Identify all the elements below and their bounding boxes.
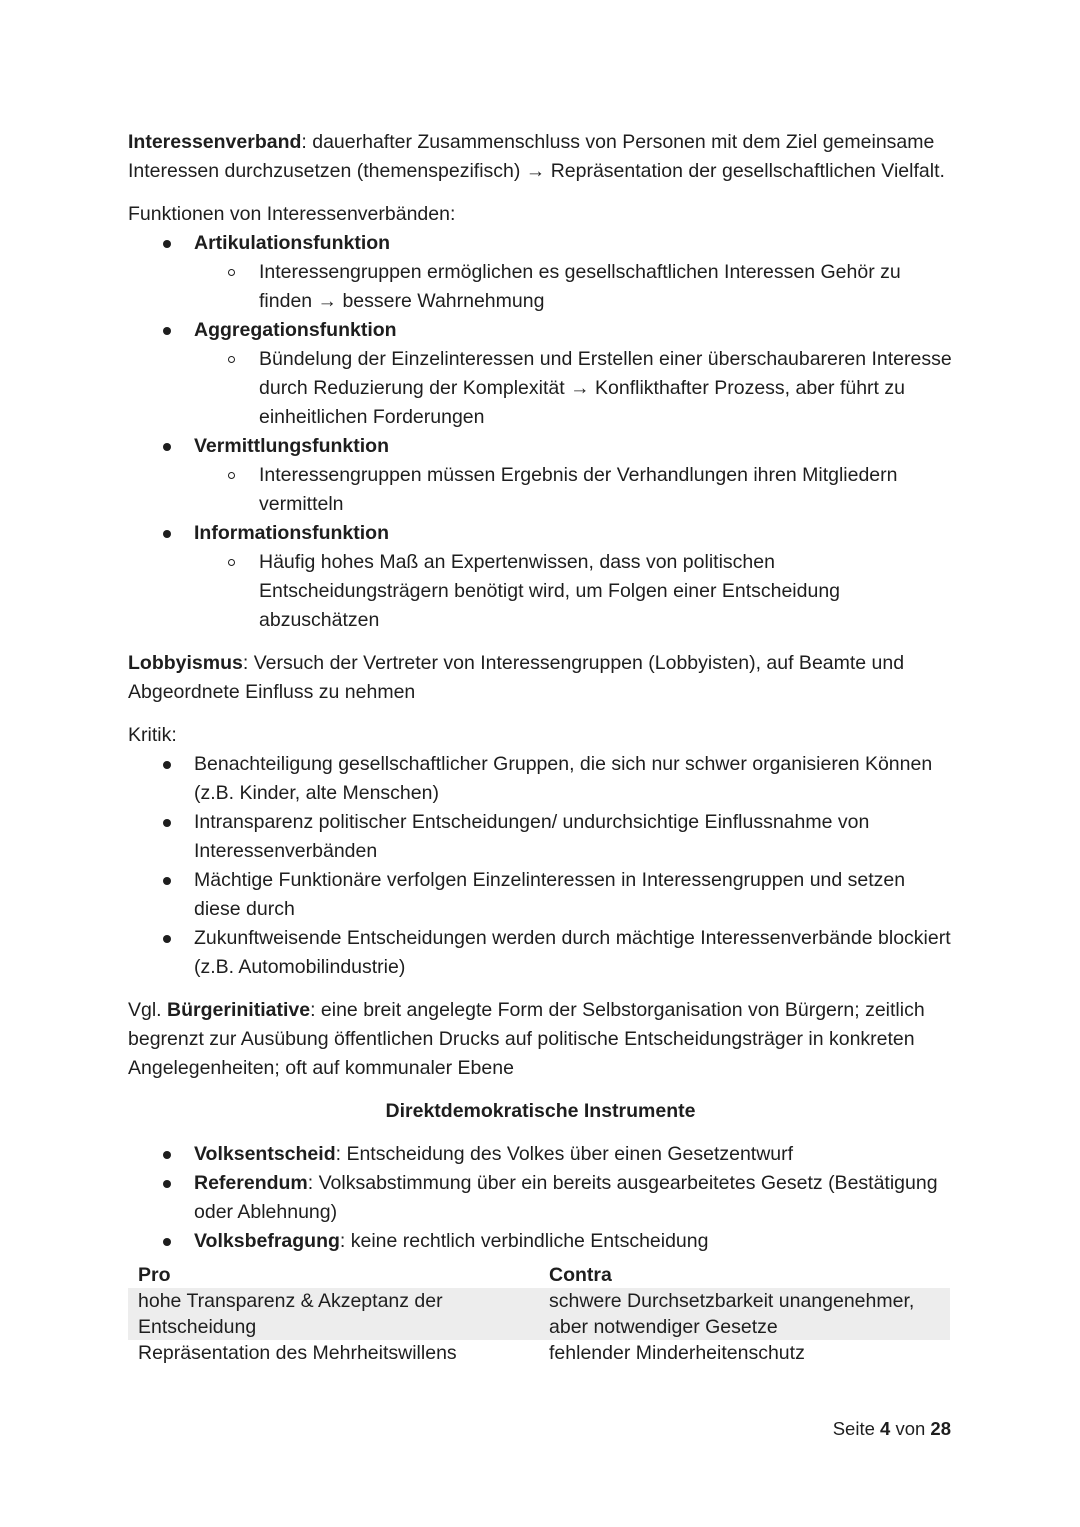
pro-contra-table <box>128 1262 950 1366</box>
term-lobbyismus: Lobbyismus <box>128 652 243 674</box>
list-item: Intransparenz politischer Entscheidungen/ undurchsichtige Einflussnahme von Interessenverbänden <box>128 808 953 866</box>
funktionen-intro: Funktionen von Interessenverbänden: <box>128 203 456 225</box>
table-row: hohe Transparenz & Akzeptanz der Entscheidung schwere Durchsetzbarkeit unangenehmer, aber notwendiger Gesetze <box>128 1288 950 1340</box>
kritik-list <box>128 750 953 982</box>
page-number: Seite 4 von 28 <box>832 1418 951 1439</box>
list-item: Aggregationsfunktion Bündelung der Einzelinteressen und Erstellen einer überschaubareren Interesse durch Reduzierung der Komplexität → Konflikthafter Prozess, aber führt zu einheitlichen Forderungen <box>128 316 953 432</box>
document-page <box>128 128 953 1366</box>
pro-header: Pro <box>138 1264 171 1286</box>
term-interessenverband: Interessenverband <box>128 131 302 153</box>
list-item: Volksentscheid: Entscheidung des Volkes über einen Gesetzentwurf <box>128 1140 953 1169</box>
table-header-row <box>128 1262 950 1288</box>
list-item: Vermittlungsfunktion Interessengruppen müssen Ergebnis der Verhandlungen ihren Mitgliedern vermitteln <box>128 432 953 519</box>
definition-lobbyismus: Lobbyismus: Versuch der Vertreter von Interessengruppen (Lobbyisten), auf Beamte und Abgeordnete Einfluss zu nehmen <box>128 652 905 703</box>
list-item: Artikulationsfunktion Interessengruppen ermöglichen es gesellschaftlichen Interessen Gehör zu finden → bessere Wahrnehmung <box>128 229 953 316</box>
table-row: Repräsentation des Mehrheitswillens fehlender Minderheitenschutz <box>138 1342 805 1364</box>
instrumente-list <box>128 1140 953 1256</box>
term-buergerinitiative: Bürgerinitiative <box>167 999 311 1021</box>
funktionen-list <box>128 229 953 635</box>
list-item: Benachteiligung gesellschaftlicher Gruppen, die sich nur schwer organisieren Können (z.B. Kinder, alte Menschen) <box>128 750 953 808</box>
list-item: Informationsfunktion Häufig hohes Maß an Expertenwissen, dass von politischen Entscheidungsträgern benötigt wird, um Folgen einer Entscheidung abzuschätzen <box>128 519 953 635</box>
sub-list-item: Interessengruppen müssen Ergebnis der Verhandlungen ihren Mitgliedern vermitteln <box>194 461 953 519</box>
definition-buergerinitiative: Vgl. Bürgerinitiative: eine breit angelegte Form der Selbstorganisation von Bürgern; zeitlich begrenzt zur Ausübung öffentlichen Drucks auf politische Entscheidungsträger in konkreten Angelegenheiten; oft auf kommunaler Ebene <box>128 999 925 1079</box>
list-item: Referendum: Volksabstimmung über ein bereits ausgearbeitetes Gesetz (Bestätigung oder Ablehnung) <box>128 1169 953 1227</box>
list-item: Volksbefragung: keine rechtlich verbindliche Entscheidung <box>128 1227 953 1256</box>
list-item: Zukunftweisende Entscheidungen werden durch mächtige Interessenverbände blockiert (z.B. Automobilindustrie) <box>128 924 953 982</box>
sub-list-item: Bündelung der Einzelinteressen und Erstellen einer überschaubareren Interesse durch Reduzierung der Komplexität → Konflikthafter Prozess, aber führt zu einheitlichen Forderungen <box>194 345 953 432</box>
kritik-intro: Kritik: <box>128 724 177 746</box>
sub-list-item: Interessengruppen ermöglichen es gesellschaftlichen Interessen Gehör zu finden → bessere Wahrnehmung <box>194 258 953 316</box>
list-item: Mächtige Funktionäre verfolgen Einzelinteressen in Interessengruppen und setzen diese durch <box>128 866 953 924</box>
definition-interessenverband: Interessenverband: dauerhafter Zusammenschluss von Personen mit dem Ziel gemeinsame Interessen durchzusetzen (themenspezifisch) → Repräsentation der gesellschaftlichen Vielfalt. <box>128 131 945 182</box>
section-heading: Direktdemokratische Instrumente <box>385 1100 696 1122</box>
sub-list-item: Häufig hohes Maß an Expertenwissen, dass von politischen Entscheidungsträgern benötigt wird, um Folgen einer Entscheidung abzuschätzen <box>194 548 953 635</box>
contra-header: Contra <box>549 1264 612 1286</box>
